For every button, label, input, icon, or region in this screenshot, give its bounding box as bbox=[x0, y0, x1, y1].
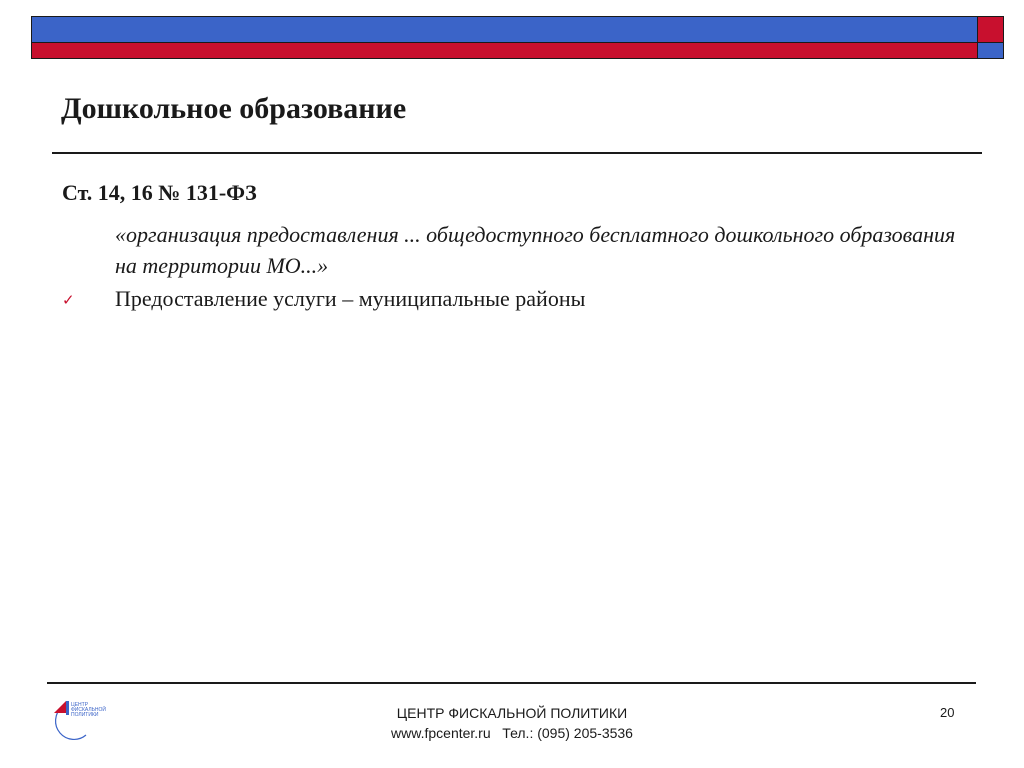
svg-text:ФИСКАЛЬНОЙ: ФИСКАЛЬНОЙ bbox=[71, 707, 107, 713]
organization-name: ЦЕНТР ФИСКАЛЬНОЙ ПОЛИТИКИ bbox=[396, 705, 628, 721]
fiscal-policy-center-logo bbox=[50, 697, 112, 741]
law-quote: «организация предоставления ... общедоступного бесплатного дошкольного образования на территории МО...» bbox=[115, 222, 956, 278]
slide-title: Дошкольное образование bbox=[61, 92, 407, 125]
header-banner bbox=[31, 16, 1004, 59]
svg-text:ПОЛИТИКИ: ПОЛИТИКИ bbox=[71, 712, 99, 718]
bullet-text: Предоставление услуги – муниципальные районы bbox=[115, 286, 586, 311]
title-divider bbox=[52, 152, 982, 154]
page-number: 20 bbox=[940, 705, 955, 720]
banner-red-stripe bbox=[32, 43, 978, 58]
banner-blue-stripe bbox=[32, 17, 978, 43]
footer-divider bbox=[47, 682, 976, 684]
svg-text:ЦЕНТР: ЦЕНТР bbox=[71, 702, 89, 708]
bullet-item bbox=[62, 286, 962, 318]
banner-blue-square bbox=[978, 43, 1003, 58]
banner-red-square bbox=[978, 17, 1003, 43]
contact-info: www.fpcenter.ru Тел.: (095) 205-3536 bbox=[391, 725, 633, 741]
check-icon: ✓ bbox=[62, 291, 75, 309]
law-reference: Ст. 14, 16 № 131-ФЗ bbox=[62, 180, 257, 205]
